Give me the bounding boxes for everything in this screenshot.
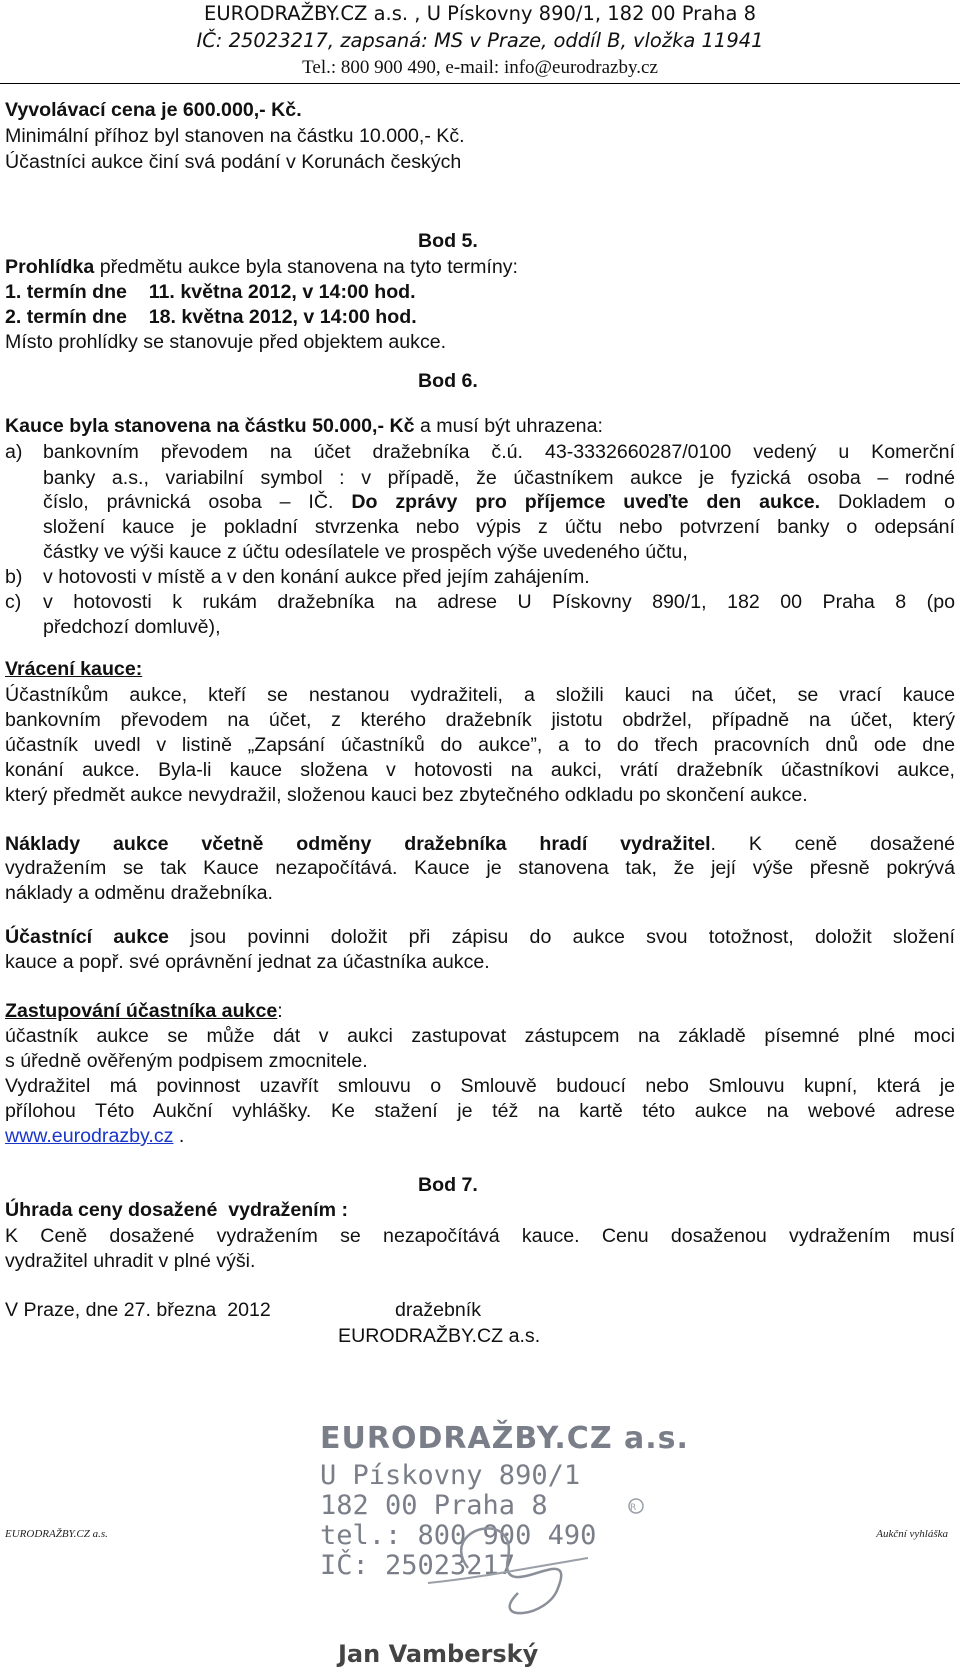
website-link[interactable]: www.eurodrazby.cz (5, 1125, 174, 1147)
company-stamp (318, 1418, 698, 1668)
bid-currency: Účastníci aukce činí svá podání v Korunách českých (5, 151, 462, 173)
option-c-line-1: v hotovosti k rukám dražebníka na adrese U Pískovny 890/1, 182 00 Praha 8 (po (43, 591, 955, 613)
inspection-term-1: 1. termín dne 11. května 2012, v 14:00 hod. (5, 281, 416, 303)
stamp-line-2: U Pískovny 890/1 (320, 1460, 581, 1491)
stamp-line-3: 182 00 Praha 8 (320, 1490, 548, 1521)
inspection-term-2: 2. termín dne 18. května 2012, v 14:00 hod. (5, 306, 417, 328)
participants-line-1-rest: jsou povinni doložit při zápisu do aukce svou totožnost, doložit složení (168, 926, 955, 948)
participants-line-2: kauce a popř. své oprávnění jednat za účastníka aukce. (5, 951, 490, 973)
header-divider (0, 83, 960, 84)
refund-line-4: konání aukce. Byla-li kauce složena v hotovosti na aukci, vrátí dražebník účastníkovi aukce, (5, 759, 955, 781)
auctioneer-role: dražebník (395, 1299, 482, 1321)
option-a-line-2: banky a.s., variabilní symbol : v případě, že účastníkem aukce je fyzická osoba – rodné (43, 467, 955, 489)
refund-line-1: Účastníkům aukce, kteří se nestanou vydražiteli, a složili kauci na účet, se vrací kauce (5, 684, 955, 706)
representation-line-3: Vydražitel má povinnost uzavřít smlouvu o Smlouvě budoucí nebo Smlouvu kupní, která je (5, 1075, 955, 1097)
option-b-label: b) (5, 566, 23, 588)
inspection-intro (5, 254, 518, 280)
payment-note-instruction: Do zprávy pro příjemce uveďte den aukce. (351, 491, 821, 513)
payment-line-1: K Ceně dosažené vydražením se nezapočítává kauce. Cenu dosaženou vydražením musí (5, 1225, 955, 1247)
representation-line-4: přílohou Této Aukční vyhlášky. Ke stažení je též na kartě této aukce na webové adrese (5, 1100, 955, 1122)
inspection-label: Prohlídka (5, 256, 95, 278)
section-heading-bod5: Bod 5. (418, 230, 478, 252)
option-a-line-3 (43, 489, 955, 515)
header-registration-line: IČ: 25023217, zapsaná: MS v Praze, oddíl B, vložka 11941 (196, 29, 764, 52)
refund-line-5: který předmět aukce nevydražil, složenou kauci bez zbytečného odkladu po skončení aukce. (5, 784, 808, 806)
stamp-line-4: tel.: 800 900 490 (320, 1520, 597, 1551)
refund-heading: Vrácení kauce: (5, 658, 143, 680)
minimum-bid: Minimální příhoz byl stanoven na částku 10.000,- Kč. (5, 125, 465, 147)
section-heading-bod6: Bod 6. (418, 370, 478, 392)
representation-heading-text: Zastupování účastníka aukce (5, 1000, 278, 1022)
option-a-line-3-pre: číslo, právnická osoba – IČ. (43, 491, 352, 513)
deposit-amount-bold: Kauce byla stanovena na částku 50.000,- Kč (5, 415, 415, 437)
header-company-line: EURODRAŽBY.CZ a.s. , U Pískovny 890/1, 182 00 Praha 8 (204, 2, 756, 25)
refund-line-2: bankovním převodem na účet, z kterého dražebník jistotu obdržel, případně na účet, který (5, 709, 955, 731)
costs-line-1 (5, 831, 955, 857)
option-a-line-3-post: Dokladem o (820, 491, 956, 513)
footer-left: EURODRAŽBY.CZ a.s. (5, 1528, 108, 1540)
header-contact-line: Tel.: 800 900 490, e-mail: info@eurodrazby.cz (302, 57, 658, 78)
participants-line-1 (5, 924, 955, 950)
stamp-line-5: IČ: 25023217 (320, 1550, 516, 1581)
place-and-date: V Praze, dne 27. března 2012 (5, 1299, 271, 1321)
option-a-line-5: částky ve výši kauce z účtu odesílatele ve prospěch výše uvedeného účtu, (43, 541, 688, 563)
deposit-amount (5, 413, 603, 439)
option-a-label: a) (5, 441, 23, 463)
opening-price: Vyvolávací cena je 600.000,- Kč. (5, 99, 302, 121)
footer-right: Aukční vyhláška (876, 1528, 948, 1540)
option-b-line-1: v hotovosti v místě a v den konání aukce před jejím zahájením. (43, 566, 590, 588)
option-c-line-2: předchozí domluvě), (43, 616, 221, 638)
participants-bold: Účastnící aukce (5, 926, 169, 948)
payment-line-2: vydražitel uhradit v plné výši. (5, 1250, 256, 1272)
auctioneer-company: EURODRAŽBY.CZ a.s. (338, 1325, 541, 1347)
representation-heading (5, 998, 283, 1024)
inspection-place: Místo prohlídky se stanovuje před objektem aukce. (5, 331, 447, 353)
website-link-after: . (173, 1125, 185, 1147)
representation-heading-colon: : (277, 1000, 283, 1022)
stamp-line-1: EURODRAŽBY.CZ a.s. (320, 1421, 689, 1456)
svg-text:R: R (630, 1503, 637, 1513)
representation-line-1: účastník aukce se může dát v aukci zastupovat zástupcem na základě písemné plné moci (5, 1025, 955, 1047)
stamp-signatory: Jan Vamberský (338, 1640, 539, 1668)
option-a-line-1: bankovním převodem na účet dražebníka č.ú. 43-3332660287/0100 vedený u Komerční (43, 441, 955, 463)
payment-subheading: Úhrada ceny dosažené vydražením : (5, 1199, 349, 1221)
representation-link-line (5, 1123, 184, 1149)
section-heading-bod7: Bod 7. (418, 1174, 478, 1196)
deposit-amount-rest: a musí být uhrazena: (414, 415, 603, 437)
costs-line-2: vydražením se tak Kauce nezapočítává. Kauce je stanovena tak, že její výše přesně pokrývá (5, 857, 955, 879)
option-a-line-4: složení kauce je pokladní stvrzenka nebo výpis z účtu nebo potvrzení banky o odepsání (43, 516, 955, 538)
representation-line-2: s úředně ověřeným podpisem zmocnitele. (5, 1050, 368, 1072)
costs-line-3: náklady a odměnu dražebníka. (5, 882, 273, 904)
costs-line-1-rest: . K ceně dosažené (710, 833, 956, 855)
option-c-label: c) (5, 591, 22, 613)
costs-bold: Náklady aukce včetně odměny dražebníka hradí vydražitel (5, 833, 711, 855)
refund-line-3: účastník uvedl v listině „Zapsání účastníků do aukce”, a to do třech pracovních dnů ode dne (5, 734, 955, 756)
inspection-intro-text: předmětu aukce byla stanovena na tyto termíny: (94, 256, 518, 278)
